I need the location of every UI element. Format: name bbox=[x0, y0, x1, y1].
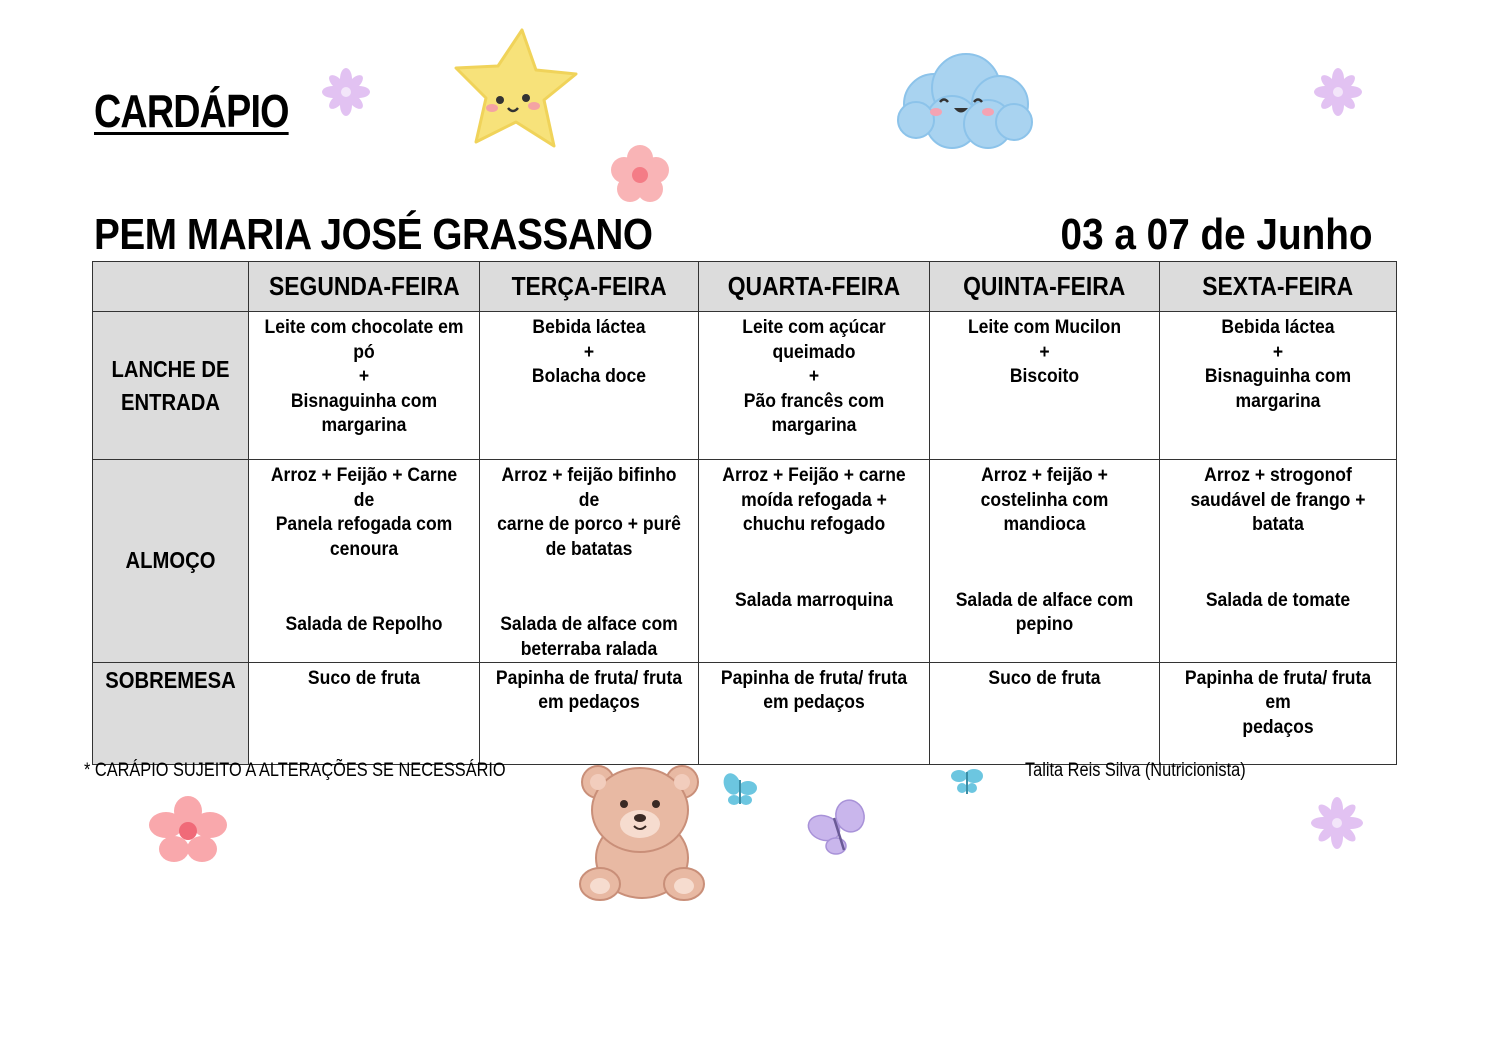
cell-line: carne de porco + purê bbox=[497, 513, 681, 536]
cell-sobremesa-wednesday bbox=[699, 662, 930, 764]
table-header-row bbox=[93, 262, 1397, 312]
cell-line: chuchu refogado bbox=[742, 513, 886, 536]
cell-line: em pedaços bbox=[538, 691, 640, 714]
cell-almoco-tuesday bbox=[480, 460, 699, 663]
day-header-tuesday: TERÇA-FEIRA bbox=[480, 262, 699, 312]
cell-line: Leite com chocolate em bbox=[264, 316, 464, 338]
butterfly-icon bbox=[720, 770, 760, 810]
row-label-sobremesa: SOBREMESA bbox=[93, 662, 249, 764]
cell-line: margarina bbox=[771, 414, 857, 437]
corner-cell bbox=[93, 262, 249, 312]
cell-line: Salada de Repolho bbox=[285, 613, 443, 636]
lilac-flower-icon bbox=[320, 66, 372, 118]
teddy-bear-icon bbox=[574, 758, 710, 904]
star-icon bbox=[452, 26, 578, 152]
cell-line: Bisnaguinha com bbox=[290, 389, 438, 412]
cell-line: cenoura bbox=[329, 537, 399, 560]
day-header-monday: SEGUNDA-FEIRA bbox=[249, 262, 480, 312]
table-row-almoco bbox=[93, 460, 1397, 663]
cell-almoco-friday bbox=[1160, 460, 1397, 663]
menu-table bbox=[92, 261, 1397, 765]
cell-almoco-monday bbox=[249, 460, 480, 663]
day-header-friday: SEXTA-FEIRA bbox=[1160, 262, 1397, 312]
nutritionist-signature: Talita Reis Silva (Nutricionista) bbox=[1025, 760, 1246, 781]
cell-line: Suco de fruta bbox=[307, 666, 421, 689]
cell-line: Arroz + feijão bifinho de bbox=[501, 464, 677, 511]
butterfly-icon bbox=[806, 798, 872, 860]
cell-line: Arroz + Feijão + Carne de bbox=[270, 464, 458, 511]
cell-line: Salada marroquina bbox=[734, 588, 894, 611]
cell-line: pó bbox=[353, 340, 375, 363]
cell-line: + bbox=[808, 365, 820, 388]
cell-line: Arroz + strogonof bbox=[1204, 464, 1352, 486]
cell-lanche-wednesday bbox=[699, 312, 930, 460]
cell-line: saudável de frango + bbox=[1190, 488, 1366, 511]
cell-almoco-wednesday bbox=[699, 460, 930, 663]
disclaimer-note: * CARÁPIO SUJEITO A ALTERAÇÕES SE NECESSÁRIO bbox=[84, 760, 506, 781]
day-header-thursday: QUINTA-FEIRA bbox=[930, 262, 1160, 312]
cell-line: Leite com açúcar bbox=[742, 316, 886, 338]
row-label-lanche: LANCHE DE ENTRADA bbox=[93, 312, 249, 460]
cell-line: batata bbox=[1252, 513, 1304, 536]
cell-line: Pão francês com bbox=[743, 389, 885, 412]
cell-sobremesa-thursday bbox=[930, 662, 1160, 764]
cell-line: Leite com Mucilon bbox=[967, 316, 1122, 338]
cell-line: Arroz + feijão + bbox=[981, 464, 1108, 486]
day-header-wednesday: QUARTA-FEIRA bbox=[699, 262, 930, 312]
cell-line: Bebida láctea bbox=[532, 316, 646, 338]
cell-line: em pedaços bbox=[763, 691, 865, 714]
cell-line: Papinha de fruta/ fruta bbox=[495, 666, 683, 689]
week-range: 03 a 07 de Junho bbox=[1060, 210, 1373, 259]
cell-line: pedaços bbox=[1242, 715, 1314, 738]
cloud-icon bbox=[896, 48, 1034, 152]
table-row-lanche bbox=[93, 312, 1397, 460]
cell-line: Panela refogada com bbox=[275, 513, 453, 536]
cell-line: margarina bbox=[1235, 389, 1321, 412]
cell-line: de batatas bbox=[545, 537, 633, 560]
cell-line: Salada de alface com bbox=[500, 613, 678, 636]
cell-sobremesa-friday bbox=[1160, 662, 1397, 764]
cell-line: pepino bbox=[1015, 613, 1074, 636]
cell-line: mandioca bbox=[1003, 513, 1086, 536]
lilac-flower-icon bbox=[1310, 796, 1364, 850]
cell-lanche-tuesday bbox=[480, 312, 699, 460]
cell-line: Bebida láctea bbox=[1221, 316, 1335, 338]
cell-line: + bbox=[1272, 340, 1284, 363]
cell-line: beterraba ralada bbox=[520, 637, 658, 660]
cell-line: + bbox=[583, 340, 595, 363]
pink-flower-icon bbox=[608, 142, 672, 208]
cell-lanche-friday bbox=[1160, 312, 1397, 460]
cell-sobremesa-monday bbox=[249, 662, 480, 764]
school-name: PEM MARIA JOSÉ GRASSANO bbox=[94, 210, 653, 259]
lilac-flower-icon bbox=[1312, 66, 1364, 118]
cell-line: Bisnaguinha com bbox=[1204, 365, 1352, 388]
cell-line: + bbox=[1039, 340, 1050, 363]
pink-flower-icon bbox=[146, 796, 230, 866]
cell-line: Salada de alface com bbox=[955, 588, 1134, 611]
table-row-sobremesa bbox=[93, 662, 1397, 764]
cell-lanche-thursday bbox=[930, 312, 1160, 460]
cell-line: Biscoito bbox=[1009, 365, 1080, 388]
cell-line: Arroz + Feijão + carne bbox=[722, 464, 906, 486]
cell-line: + bbox=[358, 365, 370, 388]
cell-almoco-thursday bbox=[930, 460, 1160, 663]
cell-lanche-monday bbox=[249, 312, 480, 460]
butterfly-icon bbox=[950, 766, 984, 796]
cell-line: costelinha com bbox=[980, 488, 1109, 511]
cell-line: Suco de fruta bbox=[988, 666, 1101, 689]
cell-line: Papinha de fruta/ fruta em bbox=[1184, 666, 1372, 714]
cell-line: queimado bbox=[772, 340, 856, 363]
cell-line: Papinha de fruta/ fruta bbox=[720, 666, 908, 689]
cell-line: Bolacha doce bbox=[531, 365, 647, 388]
cell-line: moída refogada + bbox=[741, 488, 887, 511]
cell-sobremesa-tuesday bbox=[480, 662, 699, 764]
cell-line: margarina bbox=[321, 414, 407, 437]
cell-line: Salada de tomate bbox=[1205, 588, 1351, 611]
page-title: CARDÁPIO bbox=[94, 85, 289, 137]
row-label-almoco: ALMOÇO bbox=[93, 460, 249, 663]
